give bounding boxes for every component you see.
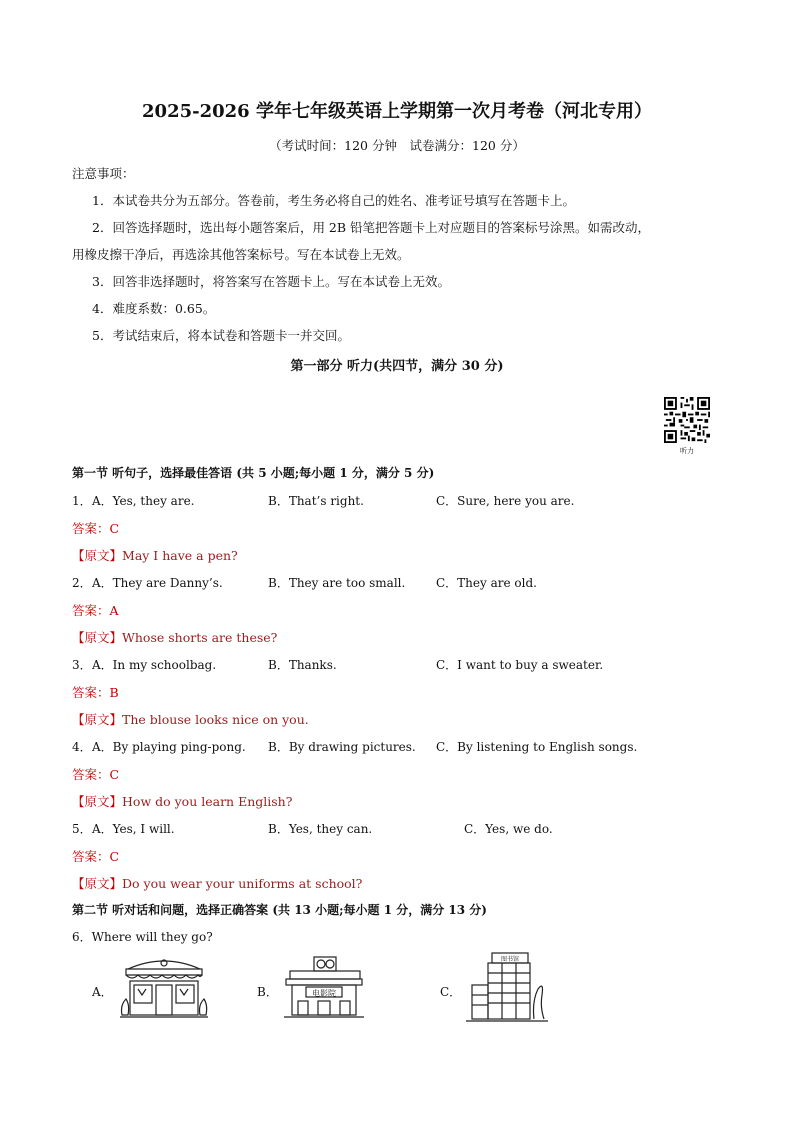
option-b: B．That’s right.	[268, 494, 364, 508]
library-picture	[464, 951, 550, 1023]
transcript-text: Do you wear your uniforms at school?	[122, 876, 363, 891]
notice-item: 2．回答选择题时，选出每小题答案后，用 2B 铅笔把答题卡上对应题目的答案标号涂黑。如需改动，	[92, 220, 651, 235]
transcript-text: The blouse looks nice on you.	[122, 712, 309, 727]
transcript-label: 【原文】	[72, 794, 123, 809]
option-c-label: C．	[440, 985, 462, 999]
transcript-label: 【原文】	[72, 630, 123, 645]
qr-code-icon	[664, 397, 710, 443]
answer: 答案：A	[72, 603, 119, 618]
option-a: A．In my schoolbag.	[92, 658, 217, 672]
option-c: C．Yes, we do.	[464, 822, 553, 836]
option-c: C．I want to buy a sweater.	[436, 658, 604, 672]
cinema-sign: 电影院	[312, 989, 336, 998]
transcript-label: 【原文】	[72, 876, 123, 891]
option-a: A．Yes, they are.	[92, 494, 195, 508]
notice-item: 5．考试结束后，将本试卷和答题卡一并交回。	[92, 328, 350, 343]
answer: 答案：C	[72, 767, 120, 782]
option-b: B．By drawing pictures.	[268, 740, 416, 754]
question-number: 4．	[72, 740, 92, 754]
transcript-text: Whose shorts are these?	[122, 630, 278, 645]
question-number: 1．	[72, 494, 92, 508]
transcript-text: May I have a pen?	[122, 548, 238, 563]
transcript	[72, 628, 277, 646]
option-b: B．Yes, they can.	[268, 822, 373, 836]
option-b: B．They are too small.	[268, 576, 406, 590]
transcript-label: 【原文】	[72, 548, 123, 563]
option-a: A．They are Danny’s.	[92, 576, 223, 590]
library-sign: 图书馆	[500, 956, 520, 963]
notice-heading: 注意事项：	[72, 166, 135, 181]
answer: 答案：B	[72, 685, 119, 700]
qr-label: 听力	[680, 447, 694, 455]
transcript	[72, 710, 309, 728]
transcript	[72, 874, 362, 892]
section-title: 第一节 听句子，选择最佳答语 (共 5 小题;每小题 1 分，满分 5 分)	[72, 466, 435, 480]
transcript-text: How do you learn English?	[122, 794, 293, 809]
question-number: 2．	[72, 576, 92, 590]
shop-picture	[118, 955, 210, 1021]
notice-item: 4．难度系数：0.65。	[92, 301, 216, 316]
option-a-label: A．	[92, 985, 113, 999]
option-b-label: B．	[257, 985, 278, 999]
option-c: C．Sure, here you are.	[436, 494, 575, 508]
transcript-label: 【原文】	[72, 712, 123, 727]
answer: 答案：C	[72, 849, 120, 864]
notice-item: 1．本试卷共分为五部分。答卷前，考生务必将自己的姓名、准考证号填写在答题卡上。	[92, 193, 575, 208]
cinema-picture	[284, 955, 364, 1021]
option-a: A．By playing ping-pong.	[92, 740, 246, 754]
section-title: 第二节 听对话和问题，选择正确答案 (共 13 小题;每小题 1 分，满分 13 分)	[72, 903, 487, 917]
option-a: A．Yes, I will.	[92, 822, 175, 836]
option-c: C．They are old.	[436, 576, 537, 590]
notice-item: 用橡皮擦干净后，再选涂其他答案标号。写在本试卷上无效。	[72, 247, 410, 262]
question-6: 6．Where will they go?	[72, 930, 213, 944]
page-title: 2025-2026 学年七年级英语上学期第一次月考卷（河北专用）	[142, 101, 652, 122]
option-c: C．By listening to English songs.	[436, 740, 638, 754]
question-number: 3．	[72, 658, 92, 672]
question-number: 5．	[72, 822, 92, 836]
part-title: 第一部分 听力(共四节，满分 30 分)	[290, 359, 504, 374]
notice-item: 3．回答非选择题时，将答案写在答题卡上。写在本试卷上无效。	[92, 274, 450, 289]
answer: 答案：C	[72, 521, 120, 536]
option-b: B．Thanks.	[268, 658, 337, 672]
transcript	[72, 546, 238, 564]
exam-info: （考试时间：120 分钟 试卷满分：120 分）	[269, 138, 525, 153]
transcript	[72, 792, 292, 810]
